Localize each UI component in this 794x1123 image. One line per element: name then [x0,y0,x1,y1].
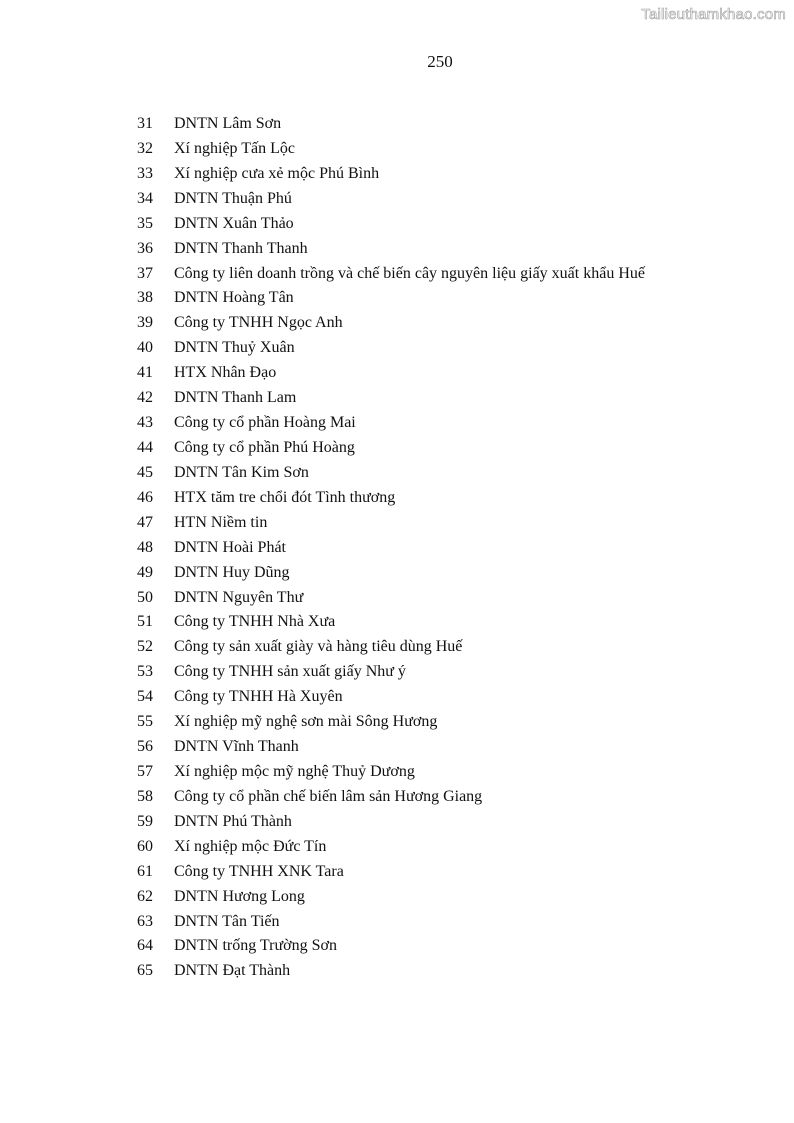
entry-name: DNTN Tân Kim Sơn [174,463,309,481]
list-item [137,735,645,760]
entry-name: Xí nghiệp mỹ nghệ sơn mài Sông Hương [174,713,438,731]
entry-number: 43 [137,414,153,432]
entry-name: Công ty cổ phần Phú Hoàng [174,438,355,456]
entry-number: 48 [137,538,153,556]
entry-number: 56 [137,738,153,756]
entry-name: Công ty cổ phần chế biến lâm sản Hương Giang [174,787,483,805]
entry-name: DNTN Lâm Sơn [174,115,282,132]
entry-name: Công ty TNHH Nhà Xưa [174,613,336,631]
entry-number: 37 [137,264,153,282]
entry-name: Công ty TNHH XNK Tara [174,862,344,880]
entry-number: 41 [137,364,153,382]
list-item [137,610,645,635]
entry-number: 54 [137,688,153,706]
list-item [137,635,645,660]
list-item [137,511,645,536]
entry-name: Công ty TNHH Ngọc Anh [174,314,343,332]
list-item [137,336,645,361]
list-item [137,810,645,835]
entry-number: 65 [137,962,153,980]
entry-number: 45 [137,463,153,481]
list-item [137,760,645,785]
entry-name: DNTN Hương Long [174,887,305,905]
list-item [137,860,645,885]
list-item [137,710,645,735]
list-item [137,386,645,411]
list-item [137,461,645,486]
entry-name: DNTN Thanh Lam [174,389,297,407]
watermark: Tailieuthamkhao.com [641,6,786,23]
entry-name: HTN Niềm tin [174,513,268,531]
entry-number: 40 [137,339,153,357]
list-item [137,910,645,935]
entry-number: 52 [137,638,153,656]
entry-name: DNTN Tân Tiến [174,912,280,930]
entry-name: DNTN Xuân Thảo [174,214,294,232]
list-item [137,187,645,212]
list-item [137,685,645,710]
entry-number: 60 [137,837,153,855]
entry-number: 59 [137,812,153,830]
entry-number: 36 [137,239,153,257]
entry-number: 49 [137,563,153,581]
entry-number: 31 [137,115,153,132]
list-item [137,112,645,137]
entry-number: 58 [137,787,153,805]
page-number: 250 [427,52,453,71]
entry-name: Công ty sản xuất giày và hàng tiêu dùng Huế [174,638,463,656]
list-item [137,934,645,959]
entry-name: HTX Nhân Đạo [174,364,277,382]
entry-number: 64 [137,937,153,955]
entry-name: Công ty liên doanh trồng và chế biến cây nguyên liệu giấy xuất khẩu Huế [174,264,645,282]
entry-name: DNTN Thuận Phú [174,189,292,207]
entry-number: 51 [137,613,153,631]
entry-name: Xí nghiệp Tấn Lộc [174,139,296,157]
list-item [137,262,645,287]
entry-number: 61 [137,862,153,880]
list-item [137,286,645,311]
list-item [137,361,645,386]
entry-name: DNTN Thuỷ Xuân [174,339,295,357]
entry-number: 62 [137,887,153,905]
entry-name: DNTN Đạt Thành [174,962,291,980]
entry-number: 38 [137,289,153,307]
entry-name: DNTN Hoài Phát [174,538,286,556]
list-item [137,237,645,262]
list-item [137,486,645,511]
entry-number: 50 [137,588,153,606]
list-item [137,212,645,237]
list-item [137,411,645,436]
entry-number: 47 [137,513,153,531]
list-item [137,785,645,810]
entry-name: DNTN Thanh Thanh [174,239,308,257]
list-item [137,586,645,611]
entry-number: 42 [137,389,153,407]
entry-name: HTX tăm tre chổi đót Tình thương [174,488,396,506]
entry-number: 55 [137,713,153,731]
list-item [137,561,645,586]
list-item [137,162,645,187]
entry-name: Công ty cổ phần Hoàng Mai [174,414,356,432]
entry-name: Công ty TNHH sản xuất giấy Như ý [174,663,406,681]
list-item [137,311,645,336]
entry-name: DNTN Phú Thành [174,812,292,830]
list-item [137,536,645,561]
entry-name: DNTN Nguyên Thư [174,588,304,606]
entry-number: 44 [137,438,153,456]
entry-name: DNTN Hoàng Tân [174,289,294,307]
list-item [137,436,645,461]
list-item [137,835,645,860]
entry-number: 39 [137,314,153,332]
entry-number: 35 [137,214,153,232]
list-item [137,660,645,685]
entry-number: 63 [137,912,153,930]
entry-number: 46 [137,488,153,506]
list-item [137,137,645,162]
entry-name: Xí nghiệp mộc mỹ nghệ Thuỷ Dương [174,762,415,780]
entry-number: 34 [137,189,153,207]
entry-name: Xí nghiệp cưa xẻ mộc Phú Bình [174,164,380,182]
list-item [137,885,645,910]
entry-name: DNTN trống Trường Sơn [174,937,337,955]
entry-name: DNTN Vĩnh Thanh [174,738,299,756]
entry-name: DNTN Huy Dũng [174,563,290,581]
entry-number: 33 [137,164,153,182]
entry-name: Xí nghiệp mộc Đức Tín [174,837,327,855]
entry-number: 57 [137,762,153,780]
entry-list [137,112,645,984]
entry-number: 53 [137,663,153,681]
entry-name: Công ty TNHH Hà Xuyên [174,688,343,706]
list-item [137,959,645,984]
entry-number: 32 [137,139,153,157]
